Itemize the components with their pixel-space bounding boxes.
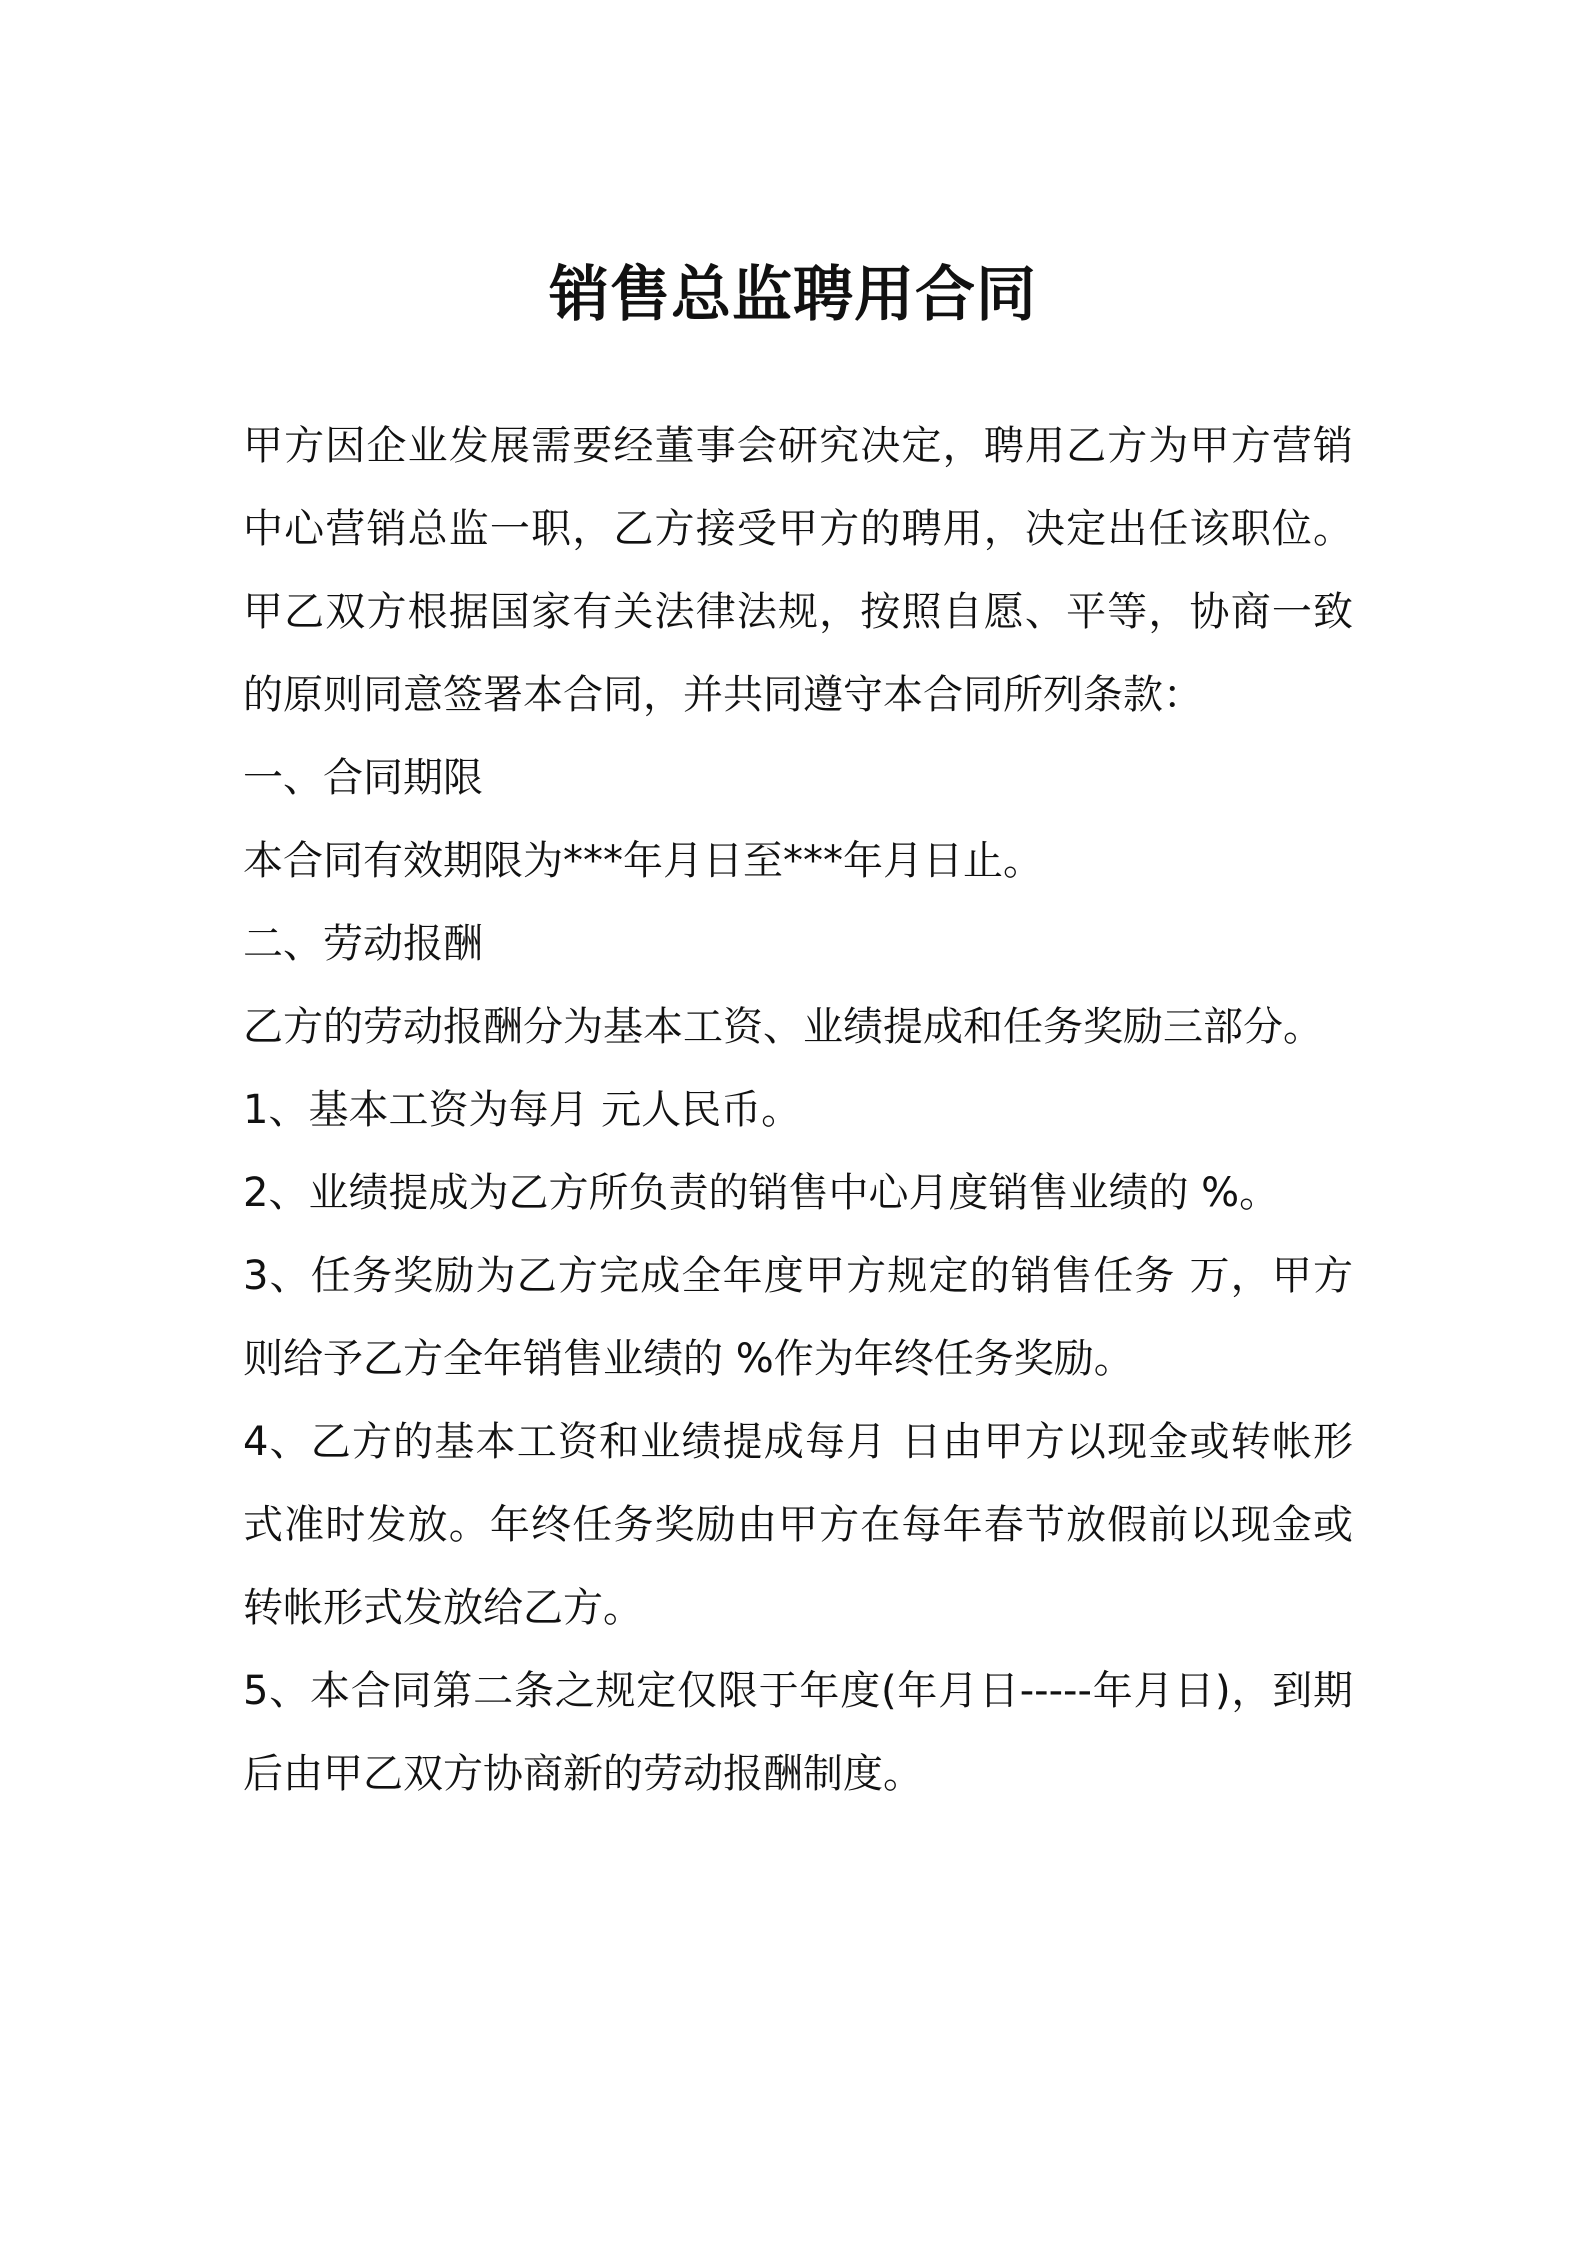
- compensation-paragraph: 乙方的劳动报酬分为基本工资、业绩提成和任务奖励三部分。: [243, 1004, 1323, 1050]
- clause-4: 4、乙方的基本工资和业绩提成每月 日由甲方以现金或转帐形式准时发放。年终任务奖励由甲方在每年春节放假前以现金或转帐形式发放给乙方。: [243, 1419, 1353, 1631]
- document-body: [243, 405, 1353, 1816]
- clause-3: 3、任务奖励为乙方完成全年度甲方规定的销售任务 万，甲方则给予乙方全年销售业绩的 %作为年终任务奖励。: [243, 1253, 1353, 1382]
- clause-5: 5、本合同第二条之规定仅限于年度(年月日-----年月日)，到期后由甲乙双方协商新的劳动报酬制度。: [243, 1668, 1353, 1797]
- section-heading-term: 一、合同期限: [243, 755, 483, 801]
- section-heading-compensation: 二、劳动报酬: [243, 921, 483, 967]
- document-title: 销售总监聘用合同: [549, 260, 1037, 330]
- clause-1: 1、基本工资为每月 元人民币。: [243, 1087, 802, 1133]
- intro-paragraph: 甲方因企业发展需要经董事会研究决定，聘用乙方为甲方营销中心营销总监一职，乙方接受甲方的聘用，决定出任该职位。甲乙双方根据国家有关法律法规，按照自愿、平等，协商一致的原则同意签署本合同，并共同遵守本合同所列条款：: [243, 423, 1353, 718]
- term-paragraph: 本合同有效期限为***年月日至***年月日止。: [243, 838, 1043, 884]
- clause-2: 2、业绩提成为乙方所负责的销售中心月度销售业绩的 %。: [243, 1170, 1280, 1216]
